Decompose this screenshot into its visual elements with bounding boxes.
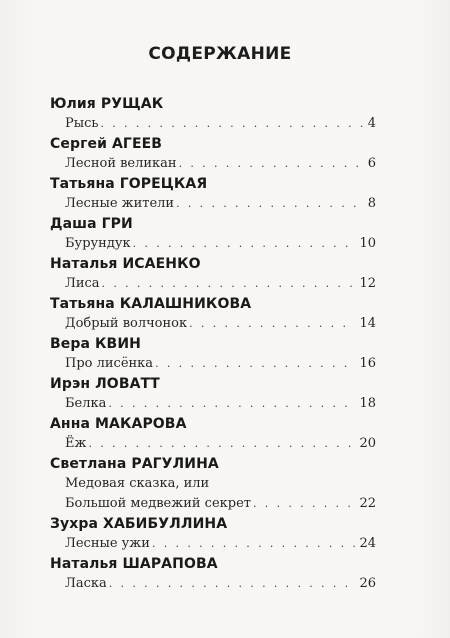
story-title-line2-row	[65, 494, 376, 514]
toc-entry	[50, 94, 376, 134]
author-name: Вера КВИН	[50, 336, 141, 352]
story-title: Белка	[65, 396, 107, 411]
page-number: 22	[359, 496, 376, 511]
table-of-contents	[50, 94, 376, 594]
page-number: 14	[359, 316, 376, 331]
story-line[interactable]	[50, 434, 376, 454]
toc-entry	[50, 414, 376, 454]
page-number: 12	[359, 276, 376, 291]
story-title: Бурундук	[65, 236, 131, 251]
dot-leader	[176, 194, 364, 214]
toc-entry	[50, 554, 376, 594]
story-line[interactable]	[50, 114, 376, 134]
toc-entry	[50, 294, 376, 334]
story-line[interactable]	[50, 234, 376, 254]
toc-entry	[50, 134, 376, 174]
toc-entry	[50, 454, 376, 514]
page-number: 18	[359, 396, 376, 411]
story-title: Про лисёнка	[65, 356, 154, 371]
dot-leader	[179, 154, 364, 174]
author-name: Юлия РУЩАК	[50, 96, 164, 112]
story-line[interactable]	[50, 354, 376, 374]
story-title: Большой медвежий секрет	[65, 496, 251, 511]
dot-leader	[133, 234, 356, 254]
author-name: Даша ГРИ	[50, 216, 133, 232]
story-line[interactable]	[50, 154, 376, 174]
dot-leader	[100, 114, 363, 134]
toc-entry	[50, 374, 376, 414]
story-title: Ёж	[65, 436, 87, 451]
author-name: Сергей АГЕЕВ	[50, 136, 163, 152]
page-number: 6	[367, 156, 376, 171]
contents-heading: СОДЕРЖАНИЕ	[148, 44, 292, 64]
author-name: Светлана РАГУЛИНА	[50, 456, 219, 472]
story-title: Лесные жители	[65, 196, 175, 211]
story-line[interactable]	[50, 534, 376, 554]
story-title: Добрый волчонок	[65, 316, 188, 331]
story-line[interactable]	[50, 574, 376, 594]
page-number: 24	[359, 536, 376, 551]
toc-entry	[50, 514, 376, 554]
story-line[interactable]	[50, 474, 376, 514]
author-name: Татьяна КАЛАШНИКОВА	[50, 296, 252, 312]
story-line[interactable]	[50, 394, 376, 414]
story-line[interactable]	[50, 194, 376, 214]
story-title: Лесной великан	[65, 156, 177, 171]
author-name: Наталья ИСАЕНКО	[50, 256, 201, 272]
story-title-line1: Медовая сказка, или	[65, 476, 210, 491]
dot-leader	[189, 314, 355, 334]
toc-entry	[50, 334, 376, 374]
dot-leader	[88, 434, 355, 454]
page-number: 8	[367, 196, 376, 211]
story-line[interactable]	[50, 274, 376, 294]
dot-leader	[152, 534, 356, 554]
author-name: Ирэн ЛОВАТТ	[50, 376, 160, 392]
story-line[interactable]	[50, 314, 376, 334]
author-name: Зухра ХАБИБУЛЛИНА	[50, 516, 228, 532]
dot-leader	[155, 354, 355, 374]
story-title: Лиса	[65, 276, 100, 291]
dot-leader	[253, 494, 355, 514]
page-number: 26	[359, 576, 376, 591]
author-name: Татьяна ГОРЕЦКАЯ	[50, 176, 208, 192]
author-name: Наталья ШАРАПОВА	[50, 556, 218, 572]
page-number: 10	[359, 236, 376, 251]
page-number: 16	[359, 356, 376, 371]
toc-entry	[50, 174, 376, 214]
dot-leader	[102, 274, 356, 294]
dot-leader	[108, 394, 355, 414]
page-number: 20	[359, 436, 376, 451]
toc-entry	[50, 254, 376, 294]
page-number: 4	[367, 116, 376, 131]
toc-entry	[50, 214, 376, 254]
story-title: Лесные ужи	[65, 536, 150, 551]
story-title: Ласка	[65, 576, 107, 591]
dot-leader	[109, 574, 356, 594]
story-title: Рысь	[65, 116, 99, 131]
author-name: Анна МАКАРОВА	[50, 416, 187, 432]
